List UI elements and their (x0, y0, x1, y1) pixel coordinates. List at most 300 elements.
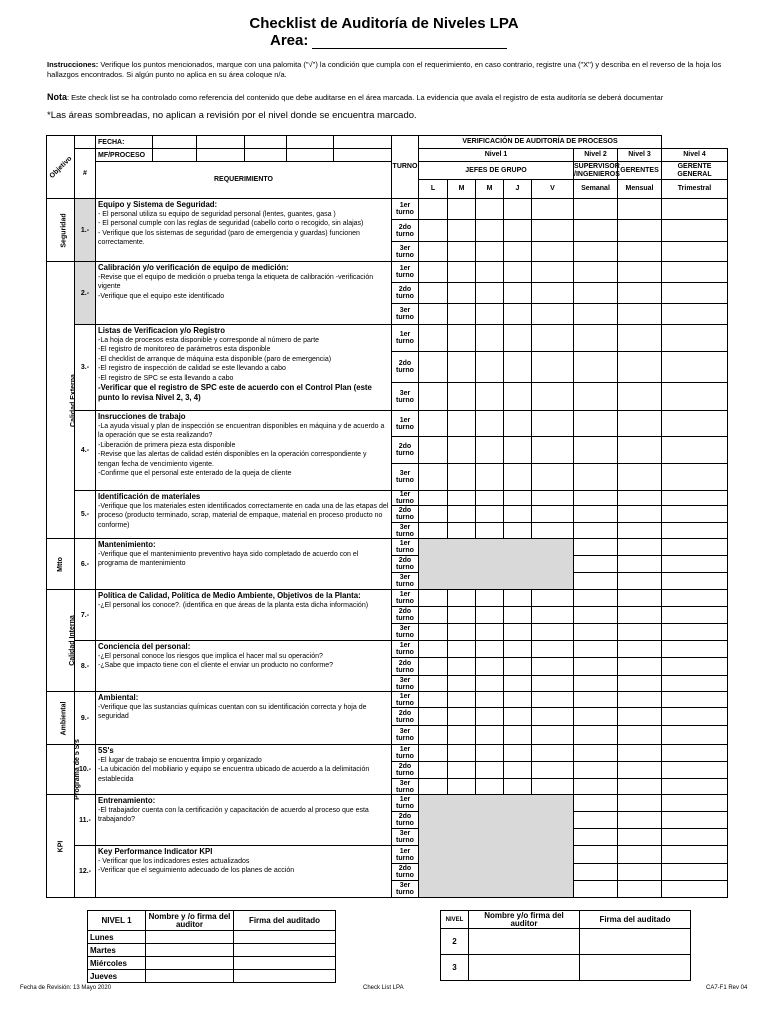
requirement-line: -El registro de inspección de calidad se este llevando a cabo (98, 365, 286, 372)
check-cell[interactable] (504, 590, 532, 607)
check-cell[interactable] (574, 506, 618, 523)
mf-proceso-cell[interactable] (245, 149, 287, 162)
check-cell[interactable] (504, 676, 532, 692)
check-cell[interactable] (574, 726, 618, 745)
check-cell[interactable] (662, 304, 728, 325)
check-cell[interactable] (476, 641, 504, 658)
check-cell[interactable] (662, 829, 728, 846)
check-cell[interactable] (532, 242, 574, 262)
check-cell[interactable] (448, 658, 476, 676)
check-cell[interactable] (532, 325, 574, 352)
check-cell[interactable] (574, 624, 618, 641)
check-cell[interactable] (419, 607, 448, 624)
area-field[interactable] (270, 32, 507, 49)
check-cell[interactable] (419, 762, 448, 779)
auditor-signature-cell[interactable] (146, 970, 234, 983)
check-cell[interactable] (476, 523, 504, 539)
check-cell[interactable] (448, 437, 476, 464)
check-cell[interactable] (618, 539, 662, 556)
check-cell[interactable] (574, 607, 618, 624)
check-cell[interactable] (448, 220, 476, 242)
day-label: Miércoles (88, 957, 146, 970)
check-cell[interactable] (618, 523, 662, 539)
check-cell[interactable] (662, 539, 728, 556)
check-cell[interactable] (662, 506, 728, 523)
check-cell[interactable] (532, 437, 574, 464)
check-cell[interactable] (419, 437, 448, 464)
check-cell[interactable] (662, 464, 728, 491)
check-cell[interactable] (448, 262, 476, 283)
check-cell[interactable] (419, 242, 448, 262)
check-cell[interactable] (618, 352, 662, 383)
requirement-line: -El trabajador cuenta con la certificación y capacitación de acuerdo al proceso que esta trabajando? (98, 806, 369, 823)
check-cell[interactable] (419, 624, 448, 641)
check-cell[interactable] (476, 676, 504, 692)
check-cell[interactable] (618, 607, 662, 624)
check-cell[interactable] (662, 624, 728, 641)
check-cell[interactable] (532, 411, 574, 437)
check-cell[interactable] (662, 411, 728, 437)
check-cell[interactable] (574, 523, 618, 539)
check-cell[interactable] (504, 708, 532, 726)
fecha-cell[interactable] (334, 136, 392, 149)
check-cell[interactable] (476, 624, 504, 641)
check-cell[interactable] (476, 411, 504, 437)
check-cell[interactable] (476, 590, 504, 607)
fecha-cell[interactable] (287, 136, 334, 149)
check-cell[interactable] (448, 590, 476, 607)
check-cell[interactable] (504, 283, 532, 304)
check-cell[interactable] (532, 262, 574, 283)
check-cell[interactable] (448, 779, 476, 795)
check-cell[interactable] (476, 464, 504, 491)
check-cell[interactable] (476, 352, 504, 383)
check-cell[interactable] (419, 641, 448, 658)
turno-label: 2do turno (392, 556, 419, 573)
check-cell[interactable] (618, 590, 662, 607)
check-cell[interactable] (574, 325, 618, 352)
check-cell[interactable] (618, 199, 662, 220)
check-cell[interactable] (574, 573, 618, 590)
check-cell[interactable] (476, 491, 504, 506)
check-cell[interactable] (618, 881, 662, 898)
check-cell[interactable] (419, 491, 448, 506)
check-cell[interactable] (574, 795, 618, 812)
check-cell[interactable] (574, 464, 618, 491)
check-cell[interactable] (476, 762, 504, 779)
turno-label: 2do turno (392, 437, 419, 464)
check-cell[interactable] (532, 708, 574, 726)
auditado-signature-cell[interactable] (234, 944, 336, 957)
check-cell[interactable] (419, 745, 448, 762)
check-cell[interactable] (618, 556, 662, 573)
check-cell[interactable] (574, 304, 618, 325)
check-cell[interactable] (476, 220, 504, 242)
item-number: 9.- (75, 692, 96, 745)
check-cell[interactable] (476, 325, 504, 352)
check-cell[interactable] (618, 779, 662, 795)
check-cell[interactable] (448, 762, 476, 779)
check-cell[interactable] (504, 658, 532, 676)
check-cell[interactable] (448, 676, 476, 692)
check-cell[interactable] (574, 692, 618, 708)
mf-proceso-cell[interactable] (153, 149, 197, 162)
check-cell[interactable] (419, 262, 448, 283)
check-cell[interactable] (662, 846, 728, 864)
check-cell[interactable] (574, 590, 618, 607)
check-cell[interactable] (532, 745, 574, 762)
check-cell[interactable] (476, 726, 504, 745)
check-cell[interactable] (574, 745, 618, 762)
check-cell[interactable] (662, 590, 728, 607)
check-cell[interactable] (662, 242, 728, 262)
check-cell[interactable] (618, 464, 662, 491)
turno-label: 2do turno (392, 762, 419, 779)
check-cell[interactable] (662, 491, 728, 506)
check-cell[interactable] (574, 864, 618, 881)
check-cell[interactable] (419, 506, 448, 523)
check-cell[interactable] (419, 304, 448, 325)
check-cell[interactable] (532, 220, 574, 242)
auditado-signature-cell[interactable] (234, 970, 336, 983)
check-cell[interactable] (448, 523, 476, 539)
check-cell[interactable] (618, 829, 662, 846)
check-cell[interactable] (476, 708, 504, 726)
check-cell[interactable] (618, 692, 662, 708)
check-cell[interactable] (662, 325, 728, 352)
check-cell[interactable] (532, 590, 574, 607)
turno-label: 2do turno (392, 506, 419, 523)
check-cell[interactable] (448, 726, 476, 745)
check-cell[interactable] (662, 658, 728, 676)
check-cell[interactable] (532, 641, 574, 658)
check-cell[interactable] (618, 795, 662, 812)
check-cell[interactable] (419, 726, 448, 745)
mf-proceso-cell[interactable] (334, 149, 392, 162)
check-cell[interactable] (574, 556, 618, 573)
check-cell[interactable] (662, 573, 728, 590)
check-cell[interactable] (419, 779, 448, 795)
check-cell[interactable] (448, 708, 476, 726)
check-cell[interactable] (618, 641, 662, 658)
check-cell[interactable] (574, 411, 618, 437)
check-cell[interactable] (419, 199, 448, 220)
check-cell[interactable] (532, 779, 574, 795)
nivel1-label: NIVEL 1 (88, 911, 146, 931)
check-cell[interactable] (476, 692, 504, 708)
auditado-signature-cell[interactable] (580, 929, 691, 955)
auditor-signature-cell[interactable] (469, 955, 580, 981)
check-cell[interactable] (476, 283, 504, 304)
check-cell[interactable] (618, 676, 662, 692)
check-cell[interactable] (448, 352, 476, 383)
check-cell[interactable] (532, 304, 574, 325)
check-cell[interactable] (662, 523, 728, 539)
check-cell[interactable] (618, 491, 662, 506)
check-cell[interactable] (662, 692, 728, 708)
check-cell[interactable] (574, 437, 618, 464)
day-header: J (504, 180, 532, 199)
auditor-signature-cell[interactable] (469, 929, 580, 955)
check-cell[interactable] (618, 220, 662, 242)
check-cell[interactable] (532, 491, 574, 506)
check-cell[interactable] (574, 262, 618, 283)
turno-label: 3er turno (392, 624, 419, 641)
check-cell[interactable] (504, 692, 532, 708)
check-cell[interactable] (618, 262, 662, 283)
check-cell[interactable] (448, 304, 476, 325)
check-cell[interactable] (574, 641, 618, 658)
check-cell[interactable] (448, 283, 476, 304)
check-cell[interactable] (448, 411, 476, 437)
check-cell[interactable] (504, 624, 532, 641)
check-cell[interactable] (574, 881, 618, 898)
check-cell[interactable] (448, 383, 476, 411)
check-cell[interactable] (532, 506, 574, 523)
check-cell[interactable] (532, 383, 574, 411)
check-cell[interactable] (618, 864, 662, 881)
check-cell[interactable] (448, 242, 476, 262)
nota-label: Nota (47, 92, 67, 102)
check-cell[interactable] (662, 708, 728, 726)
auditado-signature-cell[interactable] (580, 955, 691, 981)
turno-label: 3er turno (392, 779, 419, 795)
page-title: Checklist de Auditoría de Niveles LPA (249, 15, 519, 32)
turno-label: 1er turno (392, 325, 419, 352)
check-cell[interactable] (574, 491, 618, 506)
check-cell[interactable] (618, 437, 662, 464)
requirement-line: -El checklist de arranque de máquina esta disponible (paro de emergencia) (98, 355, 332, 363)
check-cell[interactable] (662, 745, 728, 762)
check-cell[interactable] (618, 411, 662, 437)
area-input-line[interactable] (312, 34, 507, 49)
check-cell[interactable] (574, 220, 618, 242)
check-cell[interactable] (448, 506, 476, 523)
check-cell[interactable] (504, 304, 532, 325)
requirement-line: -El registro de SPC se esta llevando a cabo (98, 374, 234, 382)
check-cell[interactable] (662, 812, 728, 829)
check-cell[interactable] (662, 556, 728, 573)
check-cell[interactable] (618, 283, 662, 304)
check-cell[interactable] (618, 304, 662, 325)
check-cell[interactable] (574, 199, 618, 220)
check-cell[interactable] (476, 779, 504, 795)
check-cell[interactable] (532, 624, 574, 641)
check-cell[interactable] (618, 506, 662, 523)
requirement-title: Key Performance Indicator KPI (98, 847, 213, 856)
mf-proceso-cell[interactable] (197, 149, 245, 162)
fecha-cell[interactable] (245, 136, 287, 149)
objective-cell (47, 795, 75, 898)
check-cell[interactable] (662, 641, 728, 658)
item-number: 4.- (75, 411, 96, 491)
check-cell[interactable] (618, 762, 662, 779)
check-cell[interactable] (574, 676, 618, 692)
check-cell[interactable] (419, 383, 448, 411)
check-cell[interactable] (448, 641, 476, 658)
requirement-cell (96, 641, 392, 692)
check-cell[interactable] (476, 745, 504, 762)
check-cell[interactable] (574, 779, 618, 795)
check-cell[interactable] (618, 573, 662, 590)
check-cell[interactable] (574, 658, 618, 676)
check-cell[interactable] (476, 199, 504, 220)
check-cell[interactable] (574, 829, 618, 846)
auditor-signature-cell[interactable] (146, 957, 234, 970)
check-cell[interactable] (618, 325, 662, 352)
check-cell[interactable] (574, 812, 618, 829)
check-cell[interactable] (574, 283, 618, 304)
check-cell[interactable] (618, 708, 662, 726)
check-cell[interactable] (662, 383, 728, 411)
check-cell[interactable] (618, 383, 662, 411)
supervisor-header: SUPERVISOR /INGENIEROS (574, 162, 620, 178)
check-cell[interactable] (419, 352, 448, 383)
check-cell[interactable] (532, 676, 574, 692)
auditor-signature-cell[interactable] (146, 944, 234, 957)
check-cell[interactable] (419, 590, 448, 607)
check-cell[interactable] (618, 726, 662, 745)
check-cell[interactable] (504, 523, 532, 539)
fecha-cell[interactable] (197, 136, 245, 149)
check-cell[interactable] (476, 506, 504, 523)
check-cell[interactable] (476, 383, 504, 411)
check-cell[interactable] (504, 464, 532, 491)
check-cell[interactable] (419, 692, 448, 708)
check-cell[interactable] (662, 352, 728, 383)
check-cell[interactable] (574, 539, 618, 556)
check-cell[interactable] (504, 220, 532, 242)
check-cell[interactable] (532, 464, 574, 491)
turno-label: 3er turno (392, 464, 419, 491)
check-cell[interactable] (662, 795, 728, 812)
check-cell[interactable] (662, 762, 728, 779)
check-cell[interactable] (618, 624, 662, 641)
check-cell[interactable] (504, 779, 532, 795)
check-cell[interactable] (419, 708, 448, 726)
check-cell[interactable] (662, 437, 728, 464)
auditado-signature-cell[interactable] (234, 957, 336, 970)
check-cell[interactable] (504, 726, 532, 745)
check-cell[interactable] (448, 692, 476, 708)
check-cell[interactable] (662, 262, 728, 283)
check-cell[interactable] (504, 491, 532, 506)
check-cell[interactable] (618, 846, 662, 864)
item-number: 5.- (75, 491, 96, 539)
check-cell[interactable] (476, 242, 504, 262)
check-cell[interactable] (574, 846, 618, 864)
check-cell[interactable] (532, 283, 574, 304)
check-cell[interactable] (662, 864, 728, 881)
check-cell[interactable] (504, 325, 532, 352)
check-cell[interactable] (419, 464, 448, 491)
check-cell[interactable] (419, 411, 448, 437)
mf-proceso-cell[interactable] (287, 149, 334, 162)
check-cell[interactable] (532, 352, 574, 383)
check-cell[interactable] (532, 762, 574, 779)
check-cell[interactable] (419, 676, 448, 692)
turno-label: 1er turno (392, 539, 419, 556)
item-number: 3.- (75, 325, 96, 411)
turno-label: 2do turno (392, 658, 419, 676)
check-cell[interactable] (532, 199, 574, 220)
check-cell[interactable] (618, 242, 662, 262)
auditor-signature-cell[interactable] (146, 931, 234, 944)
check-cell[interactable] (662, 199, 728, 220)
check-cell[interactable] (504, 607, 532, 624)
signature-table-niveles (440, 910, 691, 981)
check-cell[interactable] (532, 607, 574, 624)
check-cell[interactable] (448, 624, 476, 641)
check-cell[interactable] (419, 658, 448, 676)
check-cell[interactable] (532, 692, 574, 708)
check-cell[interactable] (574, 708, 618, 726)
check-cell[interactable] (476, 262, 504, 283)
requirement-title: Conciencia del personal: (98, 642, 191, 651)
check-cell[interactable] (504, 262, 532, 283)
check-cell[interactable] (618, 812, 662, 829)
check-cell[interactable] (476, 304, 504, 325)
check-cell[interactable] (448, 607, 476, 624)
check-cell[interactable] (504, 762, 532, 779)
check-cell[interactable] (662, 607, 728, 624)
check-cell[interactable] (532, 726, 574, 745)
check-cell[interactable] (662, 726, 728, 745)
fecha-cell[interactable] (153, 136, 197, 149)
check-cell[interactable] (504, 352, 532, 383)
check-cell[interactable] (662, 283, 728, 304)
check-cell[interactable] (662, 220, 728, 242)
check-cell[interactable] (448, 199, 476, 220)
objective-cell (47, 199, 75, 262)
check-cell[interactable] (532, 658, 574, 676)
check-cell[interactable] (504, 437, 532, 464)
check-cell[interactable] (504, 199, 532, 220)
check-cell[interactable] (419, 325, 448, 352)
check-cell[interactable] (476, 437, 504, 464)
check-cell[interactable] (419, 220, 448, 242)
check-cell[interactable] (504, 641, 532, 658)
check-cell[interactable] (476, 658, 504, 676)
check-cell[interactable] (574, 762, 618, 779)
check-cell[interactable] (662, 881, 728, 898)
check-cell[interactable] (574, 352, 618, 383)
check-cell[interactable] (574, 383, 618, 411)
check-cell[interactable] (419, 283, 448, 304)
check-cell[interactable] (504, 383, 532, 411)
check-cell[interactable] (662, 779, 728, 795)
check-cell[interactable] (448, 464, 476, 491)
day-label: Jueves (88, 970, 146, 983)
check-cell[interactable] (574, 242, 618, 262)
requirement-title: 5S's (98, 746, 114, 755)
requirement-line: -La ayuda visual y plan de inspección se encuentran disponibles en máquina y de acuerdo a la operación que se esta realizando? (98, 422, 385, 439)
check-cell[interactable] (618, 658, 662, 676)
check-cell[interactable] (532, 523, 574, 539)
check-cell[interactable] (448, 745, 476, 762)
check-cell[interactable] (618, 745, 662, 762)
check-cell[interactable] (448, 491, 476, 506)
auditado-signature-cell[interactable] (234, 931, 336, 944)
check-cell[interactable] (448, 325, 476, 352)
check-cell[interactable] (662, 676, 728, 692)
check-cell[interactable] (419, 523, 448, 539)
check-cell[interactable] (504, 411, 532, 437)
check-cell[interactable] (504, 745, 532, 762)
check-cell[interactable] (504, 242, 532, 262)
check-cell[interactable] (504, 506, 532, 523)
check-cell[interactable] (476, 607, 504, 624)
